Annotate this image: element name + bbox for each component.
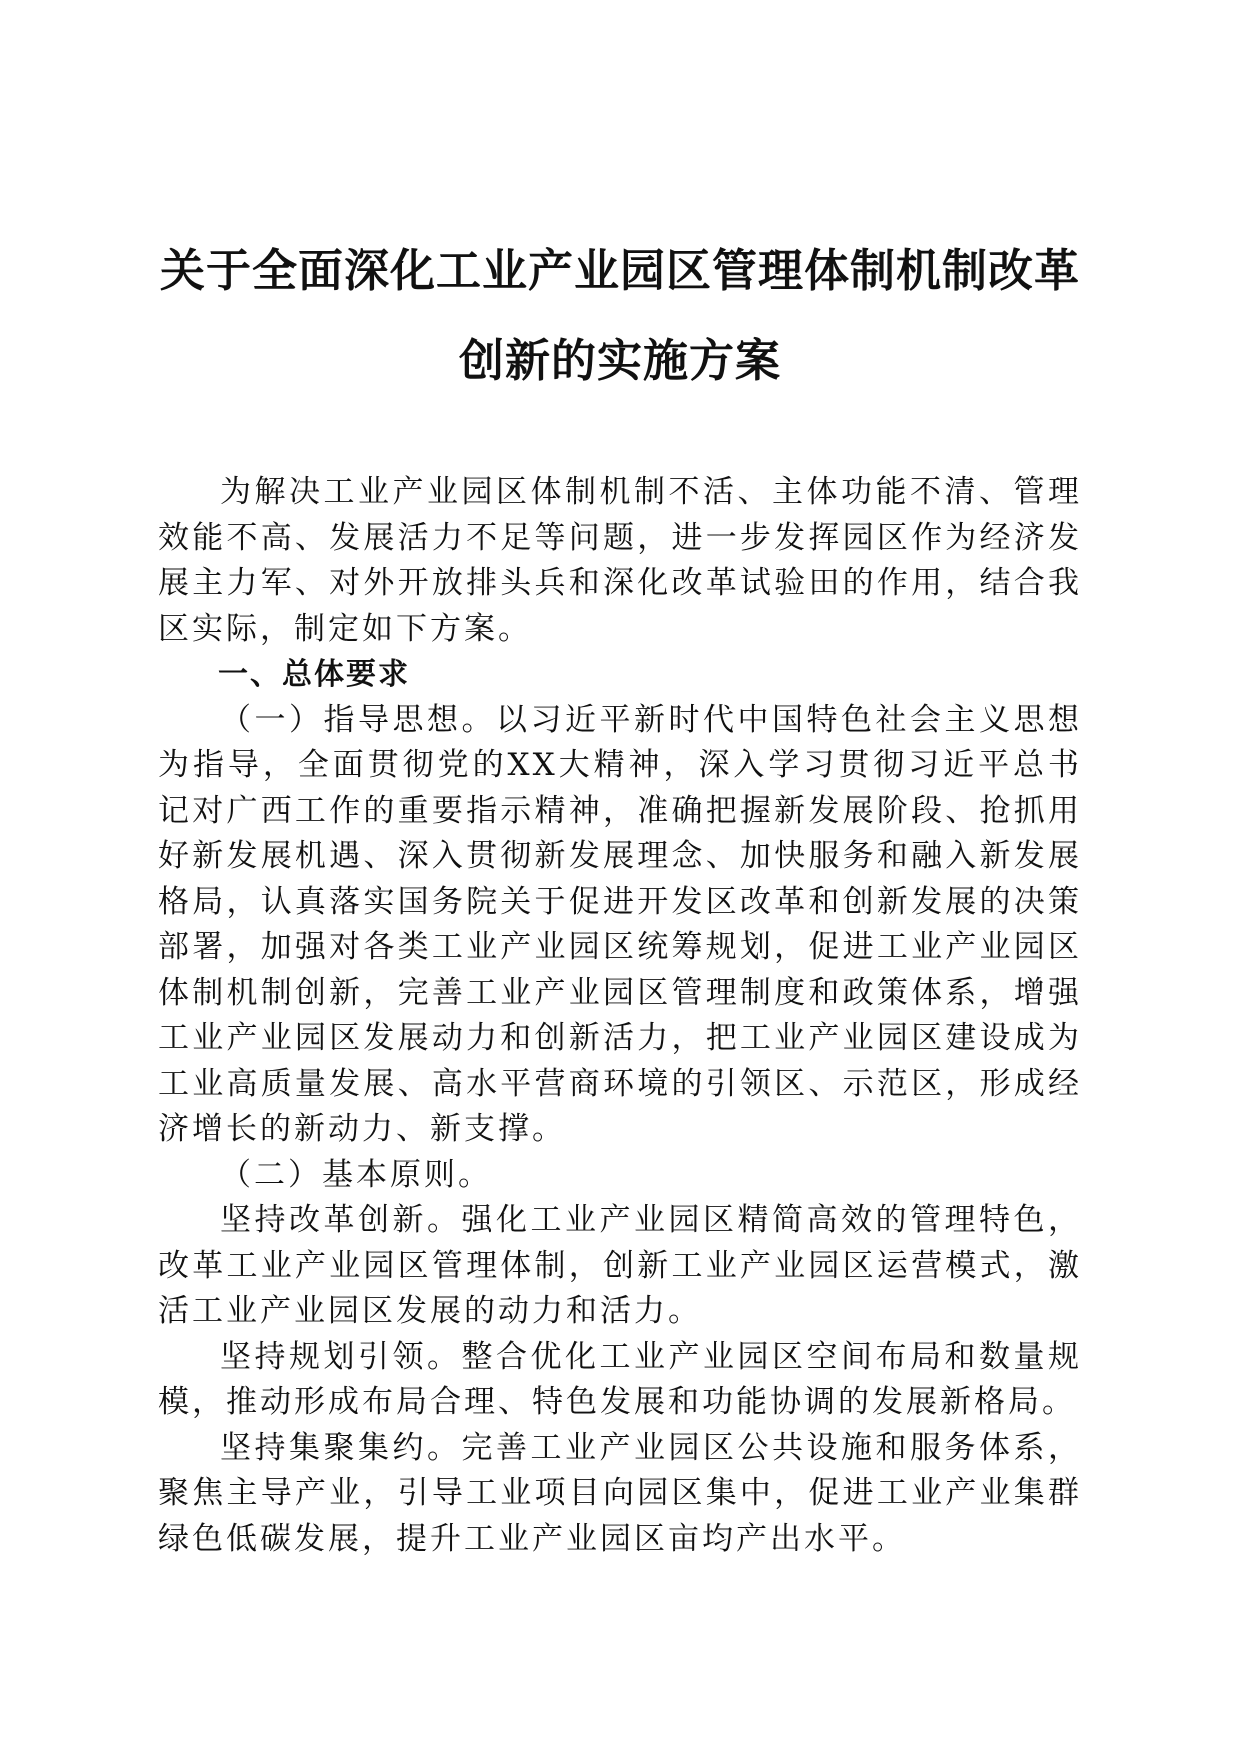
document-title-line-2: 创新的实施方案 [458, 334, 781, 387]
document-body [158, 470, 1082, 1562]
document-title-line-1: 关于全面深化工业产业园区管理体制机制改革 [159, 244, 1080, 297]
document-title [158, 226, 1082, 406]
principle-planning-paragraph: 坚持规划引领。整合优化工业产业园区空间布局和数量规模，推动形成布局合理、特色发展和功能协调的发展新格局。 [158, 1338, 1082, 1420]
intro-paragraph: 为解决工业产业园区体制机制不活、主体功能不清、管理效能不高、发展活力不足等问题，进一步发挥园区作为经济发展主力军、对外开放排头兵和深化改革试验田的作用，结合我区实际，制定如下方案。 [158, 474, 1082, 647]
principle-cluster-paragraph: 坚持集聚集约。完善工业产业园区公共设施和服务体系，聚焦主导产业，引导工业项目向园区集中，促进工业产业集群绿色低碳发展，提升工业产业园区亩均产出水平。 [158, 1429, 1082, 1557]
principle-reform-paragraph: 坚持改革创新。强化工业产业园区精简高效的管理特色，改革工业产业园区管理体制，创新工业产业园区运营模式，激活工业产业园区发展的动力和活力。 [158, 1202, 1082, 1329]
section-heading-overall-requirements: 一、总体要求 [218, 657, 410, 692]
guiding-thought-paragraph: （一）指导思想。以习近平新时代中国特色社会主义思想为指导，全面贯彻党的XX大精神，深入学习贯彻习近平总书记对广西工作的重要指示精神，准确把握新发展阶段、抢抓用好新发展机遇、深入贯彻新发展理念、加快服务和融入新发展格局，认真落实国务院关于促进开发区改革和创新发展的决策部署，加强对各类工业产业园区统筹规划，促进工业产业园区体制机制创新，完善工业产业园区管理制度和政策体系，增强工业产业园区发展动力和创新活力，把工业产业园区建设成为工业高质量发展、高水平营商环境的引领区、示范区，形成经济增长的新动力、新支撑。 [158, 701, 1082, 1147]
basic-principles-heading: （二）基本原则。 [220, 1156, 492, 1193]
